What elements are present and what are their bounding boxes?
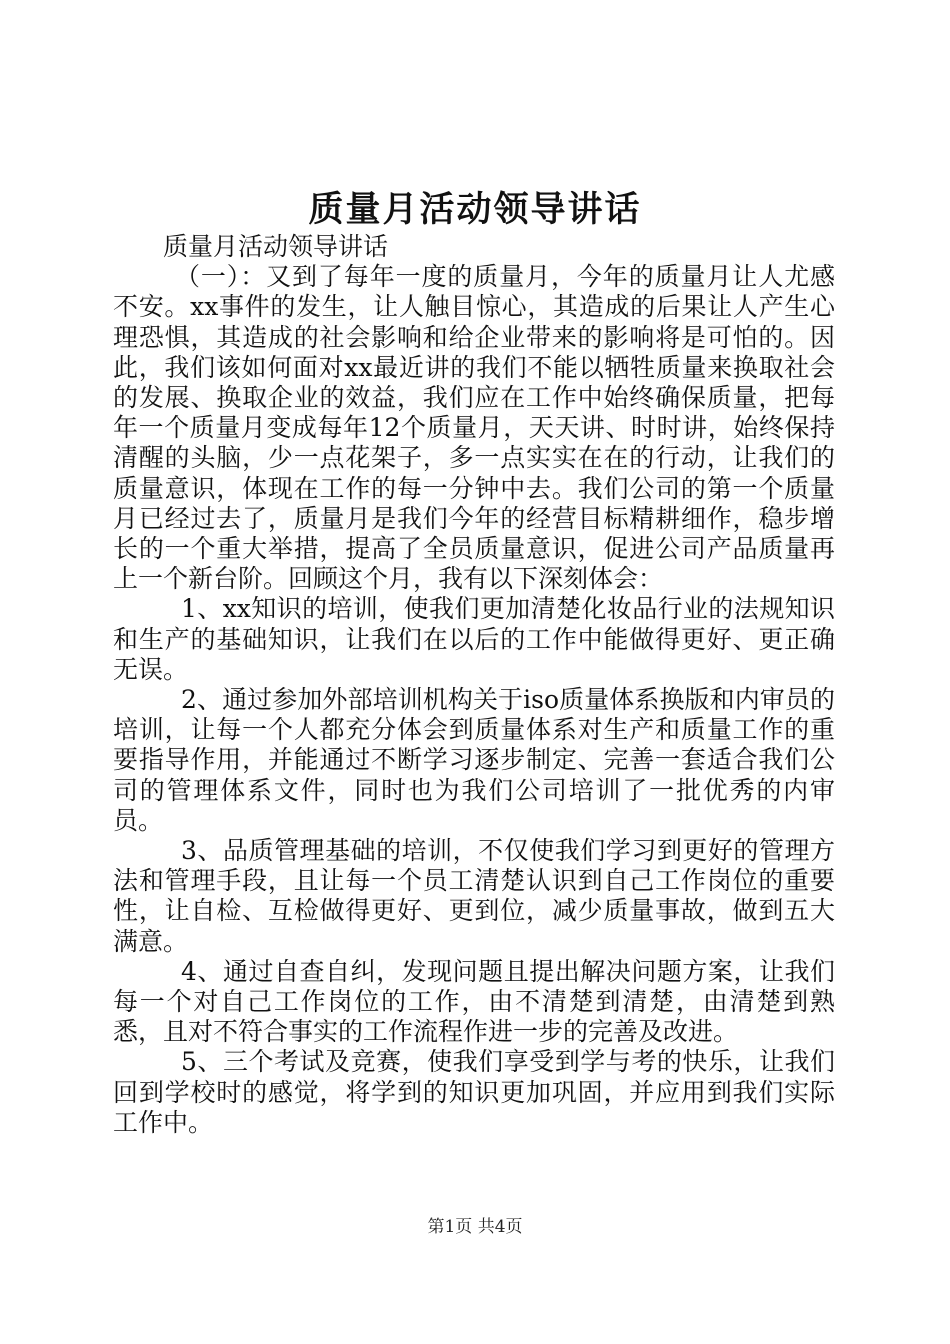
list-item: 5、三个考试及竞赛，使我们享受到学与考的快乐，让我们回到学校时的感觉，将学到的知识更加巩固，并应用到我们实际工作中。 — [113, 1047, 835, 1137]
list-item: 3、品质管理基础的培训，不仅使我们学习到更好的管理方法和管理手段，且让每一个员工清楚认识到自己工作岗位的重要性，让自检、互检做得更好、更到位，减少质量事故，做到五大满意。 — [113, 836, 835, 956]
document-body — [113, 232, 835, 1138]
document-subtitle: 质量月活动领导讲话 — [163, 232, 389, 261]
page-footer: 第1页 共4页 — [427, 1217, 523, 1237]
document-title: 质量月活动领导讲话 — [308, 189, 642, 230]
list-item: 4、通过自查自纠，发现问题且提出解决问题方案，让我们每一个对自己工作岗位的工作，由不清楚到清楚，由清楚到熟悉，且对不符合事实的工作流程作进一步的完善及改进。 — [113, 956, 835, 1047]
list-item: 2、通过参加外部培训机构关于iso质量体系换版和内审员的培训，让每一个人都充分体会到质量体系对生产和质量工作的重要指导作用，并能通过不断学习逐步制定、完善一套适合我们公司的管理体系文件，同时也为我们公司培训了一批优秀的内审员。 — [113, 685, 835, 835]
intro-paragraph: （一）：又到了每年一度的质量月，今年的质量月让人尤感不安。xx事件的发生，让人触目惊心，其造成的后果让人产生心理恐惧，其造成的社会影响和给企业带来的影响将是可怕的。因此，我们该如何面对xx最近讲的我们不能以牺牲质量来换取社会的发展、换取企业的效益，我们应在工作中始终确保质量，把每年一个质量月变成每年12个质量月，天天讲、时时讲，始终保持清醒的头脑，少一点花架子，多一点实实在在的行动，让我们的质量意识，体现在工作的每一分钟中去。我们公司的第一个质量月已经过去了，质量月是我们今年的经营目标精耕细作，稳步增长的一个重大举措，提高了全员质量意识，促进公司产品质量再上一个新台阶。回顾这个月，我有以下深刻体会： — [113, 262, 835, 594]
list-item: 1、xx知识的培训，使我们更加清楚化妆品行业的法规知识和生产的基础知识，让我们在以后的工作中能做得更好、更正确无误。 — [113, 594, 835, 684]
